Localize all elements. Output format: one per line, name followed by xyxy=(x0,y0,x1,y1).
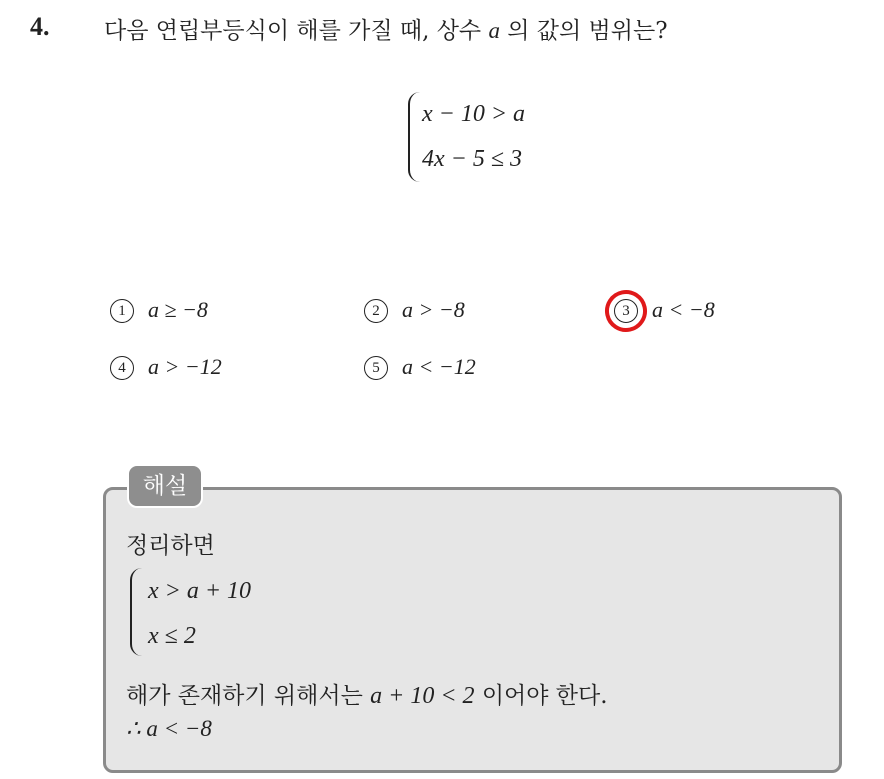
solution-conclusion: ∴ a < −8 xyxy=(126,716,212,741)
solution-line-1: 정리하면 xyxy=(126,533,215,559)
left-brace xyxy=(408,92,420,182)
choice-text-3: a < −8 xyxy=(652,297,715,322)
choice-marker-4: 4 xyxy=(110,356,134,380)
system-row-2: 4x − 5 ≤ 3 xyxy=(422,146,523,172)
question-text-before: 다음 연립부등식이 해를 가질 때, 상수 xyxy=(104,18,489,44)
choice-marker-5: 5 xyxy=(364,356,388,380)
solution-line-2-math: a + 10 < 2 xyxy=(370,683,475,709)
choice-5[interactable] xyxy=(364,354,476,380)
question-number: 4. xyxy=(30,12,50,41)
choice-text-1: a ≥ −8 xyxy=(148,297,208,322)
solution-system-row-2: x ≤ 2 xyxy=(148,623,196,649)
question-variable: a xyxy=(488,18,500,43)
solution-tag: 해설 xyxy=(127,464,203,508)
solution-line-2 xyxy=(126,677,608,710)
choice-text-5: a < −12 xyxy=(402,354,476,379)
choice-marker-2: 2 xyxy=(364,299,388,323)
question-text xyxy=(104,12,668,45)
choice-2[interactable] xyxy=(364,297,465,323)
choice-text-2: a > −8 xyxy=(402,297,465,322)
question-text-after: 의 값의 범위는? xyxy=(499,18,668,44)
answer-circle-mark xyxy=(601,286,651,336)
solution-line-2-text: 해가 존재하기 위해서는 xyxy=(126,683,371,709)
solution-brace xyxy=(130,568,142,656)
choice-marker-3: 3 xyxy=(614,299,638,323)
choice-text-4: a > −12 xyxy=(148,354,222,379)
choice-marker-1: 1 xyxy=(110,299,134,323)
solution-system-row-1: x > a + 10 xyxy=(148,578,252,604)
choice-1[interactable] xyxy=(110,297,208,323)
system-row-1: x − 10 > a xyxy=(422,101,526,127)
choice-4[interactable] xyxy=(110,354,222,380)
solution-line-2-end: 이어야 한다. xyxy=(474,683,608,709)
